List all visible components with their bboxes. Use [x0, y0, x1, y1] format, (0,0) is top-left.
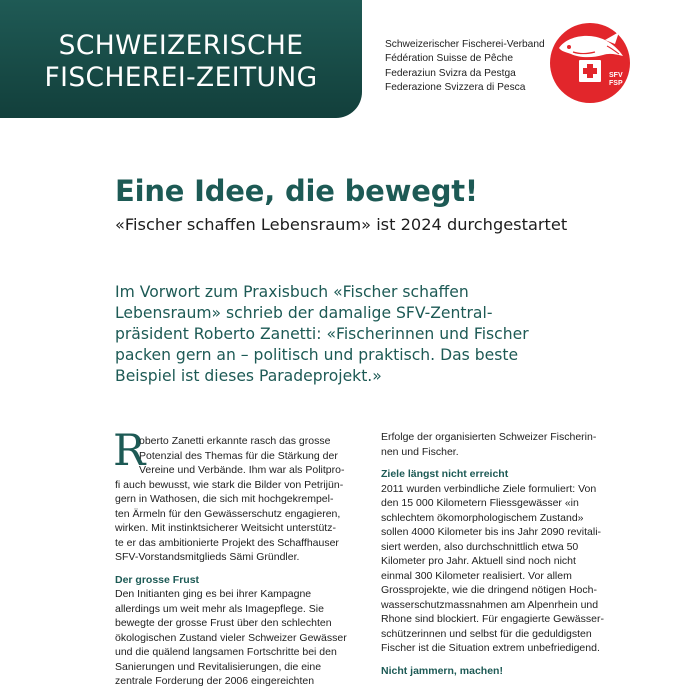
body-line: Erfolge der organisierten Schweizer Fischerin-: [381, 431, 597, 443]
body-line: te er das ambitionierte Projekt des Schaffhauser: [115, 536, 339, 549]
body-line: 2011 wurden verbindliche Ziele formuliert: Von: [381, 482, 597, 495]
logo-text-fsp: FSP: [609, 80, 623, 87]
body-line: schützerinnen und selbst für die geduldigsten: [381, 627, 592, 640]
drop-cap: R: [113, 426, 146, 476]
lead-line: präsident Roberto Zanetti: «Fischerinnen und Fischer: [115, 325, 529, 343]
body-line: allerdings um weit mehr als Imagepflege. Sie: [115, 602, 324, 615]
body-line: wirken. Mit instinktsicherer Weitsicht unterstütz-: [115, 522, 336, 534]
lead-line: Lebensraum» schrieb der damalige SFV-Zentral-: [115, 304, 493, 322]
association-name-rm: Federaziun Svizra da Pestga: [385, 67, 516, 79]
logo-text-sfv: SFV: [609, 72, 623, 79]
body-line: nen und Fischer.: [381, 445, 459, 458]
body-line: den 15 000 Kilometern Fliessgewässer «in: [381, 497, 579, 509]
publication-title-line-2: FISCHEREI-ZEITUNG: [44, 62, 318, 93]
body-line: gern in Wathosen, die sich mit hochgekrempel-: [115, 493, 334, 505]
article-subheadline: «Fischer schaffen Lebensraum» ist 2024 durchgestartet: [115, 215, 568, 234]
body-line: und die quälend langsamen Fortschritte bei den: [115, 646, 337, 658]
article-lead: [115, 282, 585, 387]
lead-line: Beispiel ist dieses Paradeprojekt.»: [115, 367, 382, 385]
sfv-fish-logo-icon: [549, 22, 631, 104]
body-line: wasserschutzmassnahmen am Alpenrhein und: [381, 598, 599, 611]
section-heading-machen: Nicht jammern, machen!: [381, 664, 503, 677]
association-name-de: Schweizerischer Fischerei-Verband: [385, 39, 545, 50]
article-column-right: [381, 430, 633, 678]
body-line: Rhone sind blockiert. Für engagierte Gewässer-: [381, 613, 604, 625]
article-column-left: [115, 434, 367, 689]
association-name-it: Federazione Svizzera di Pesca: [385, 82, 526, 94]
masthead-banner: [0, 0, 362, 118]
body-line: Kilometer pro Jahr. Aktuell sind noch nicht: [381, 555, 576, 567]
body-line: fi auch bewusst, wie stark die Bilder von Petrijün-: [115, 478, 344, 491]
association-name-fr: Fédération Suisse de Pêche: [385, 53, 513, 65]
body-line: einmal 300 Kilometer realisiert. Vor allem: [381, 569, 572, 582]
body-line: Den Initianten ging es bei ihrer Kampagne: [115, 588, 312, 600]
publication-title: [0, 30, 362, 94]
article-headline: Eine Idee, die bewegt!: [115, 174, 478, 208]
body-line: Grossprojekte, wie die dringend nötigen Hoch-: [381, 584, 597, 596]
body-line: sollen 4000 Kilometer bis ins Jahr 2090 revitali-: [381, 526, 602, 538]
body-line: zentrale Forderung der 2006 eingereichten: [115, 675, 315, 687]
body-line: SFV-Vorstandsmitglieds Sämi Gründler.: [115, 551, 300, 563]
body-line: Sanierungen und Revitalisierungen, die eine: [115, 660, 322, 673]
body-line: Potenzial des Themas für die Stärkung der: [139, 449, 338, 462]
body-line: ten Ärmeln für den Gewässerschutz engagieren,: [115, 507, 341, 520]
lead-line: Im Vorwort zum Praxisbuch «Fischer schaffen: [115, 283, 469, 301]
association-names: [385, 38, 555, 96]
body-line: ökologischen Zustand vieler Schweizer Gewässer: [115, 631, 347, 644]
publication-title-line-1: SCHWEIZERISCHE: [58, 30, 304, 61]
lead-line: packen gern an – politisch und praktisch. Das beste: [115, 346, 519, 364]
body-line: Fischer ist die Situation extrem unbefriedigend.: [381, 642, 600, 654]
section-heading-ziele: Ziele längst nicht erreicht: [381, 468, 509, 480]
body-line: Vereine und Verbände. Ihm war als Politpro-: [139, 464, 345, 476]
body-line: schlechtem ökomorphologischem Zustand»: [381, 511, 584, 524]
body-line: siert werden, also durchschnittlich etwa 50: [381, 540, 579, 553]
body-line: bewegte der grosse Frust über den schlechten: [115, 617, 332, 629]
body-line: oberto Zanetti erkannte rasch das grosse: [139, 435, 331, 447]
section-heading-frust: Der grosse Frust: [115, 573, 200, 586]
